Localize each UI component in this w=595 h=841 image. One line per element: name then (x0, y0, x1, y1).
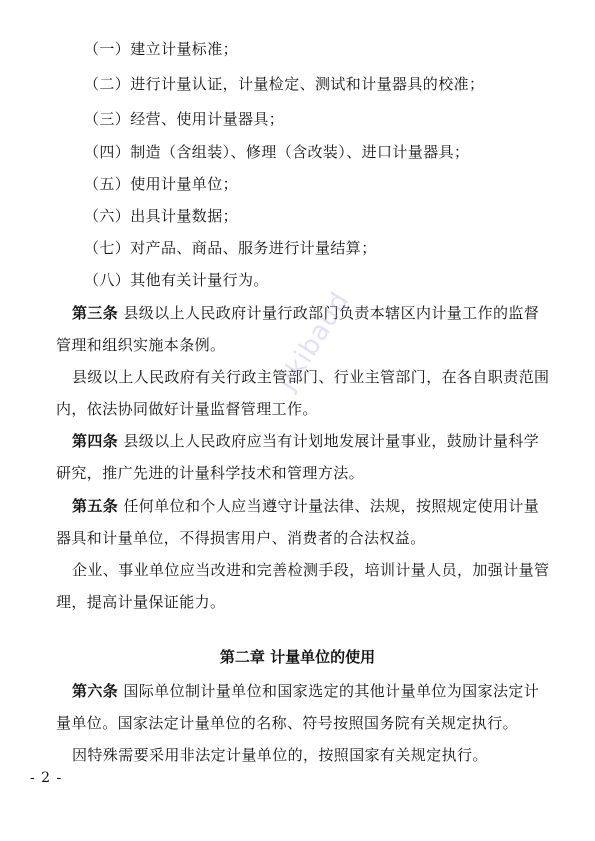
article-4-line-1 (72, 432, 562, 450)
article-6-line-1 (72, 682, 562, 700)
list-item: （五）使用计量单位； (84, 175, 239, 193)
list-item: （四）制造（含组装）、修理（含改装）、进口计量器具； (84, 143, 470, 161)
article-4-text: 县级以上人民政府应当有计划地发展计量事业，鼓励计量科学 (118, 432, 540, 450)
article-6-line-2: 量单位。国家法定计量单位的名称、符号按照国务院有关规定执行。 (56, 714, 519, 732)
article-3-text: 县级以上人民政府计量行政部门负责本辖区内计量工作的监督 (118, 304, 540, 322)
article-6-p2-line-1: 因特殊需要采用非法定计量单位的，按照国家有关规定执行。 (72, 746, 488, 764)
list-item: （一）建立计量标准； (84, 40, 239, 58)
article-6-text: 国际单位制计量单位和国家选定的其他计量单位为国家法定计 (118, 682, 540, 700)
article-3-label: 第三条 (72, 304, 119, 322)
article-3-p2-line-2: 内，依法协同做好计量监督管理工作。 (56, 400, 318, 418)
article-6-label: 第六条 (72, 682, 119, 700)
article-3-line-2: 管理和组织实施本条例。 (56, 336, 226, 354)
list-item: （二）进行计量认证，计量检定、测试和计量器具的校准； (84, 75, 485, 93)
article-5-p2-line-2: 理，提高计量保证能力。 (56, 593, 226, 611)
article-5-text: 任何单位和个人应当遵守计量法律、法规，按照规定使用计量 (118, 497, 540, 515)
page-number: - 2 - (30, 770, 63, 786)
article-5-line-2: 器具和计量单位，不得损害用户、消费者的合法权益。 (56, 529, 426, 547)
list-item: （三）经营、使用计量器具； (84, 110, 285, 128)
list-item: （七）对产品、商品、服务进行计量结算； (84, 239, 377, 257)
chapter-title: 第二章 计量单位的使用 (219, 648, 376, 666)
list-item: （八）其他有关计量行为。 (84, 271, 269, 289)
watermark: jikibaud (272, 286, 356, 396)
article-5-p2-line-1: 企业、事业单位应当改进和完善检测手段，培训计量人员，加强计量管 (72, 561, 550, 579)
article-5-label: 第五条 (72, 497, 119, 515)
article-3-p2-line-1: 县级以上人民政府有关行政主管部门、行业主管部门，在各自职责范围 (72, 368, 550, 386)
article-4-label: 第四条 (72, 432, 119, 450)
article-5-line-1 (72, 497, 562, 515)
list-item: （六）出具计量数据； (84, 207, 239, 225)
article-4-line-2: 研究，推广先进的计量科学技术和管理方法。 (56, 464, 365, 482)
